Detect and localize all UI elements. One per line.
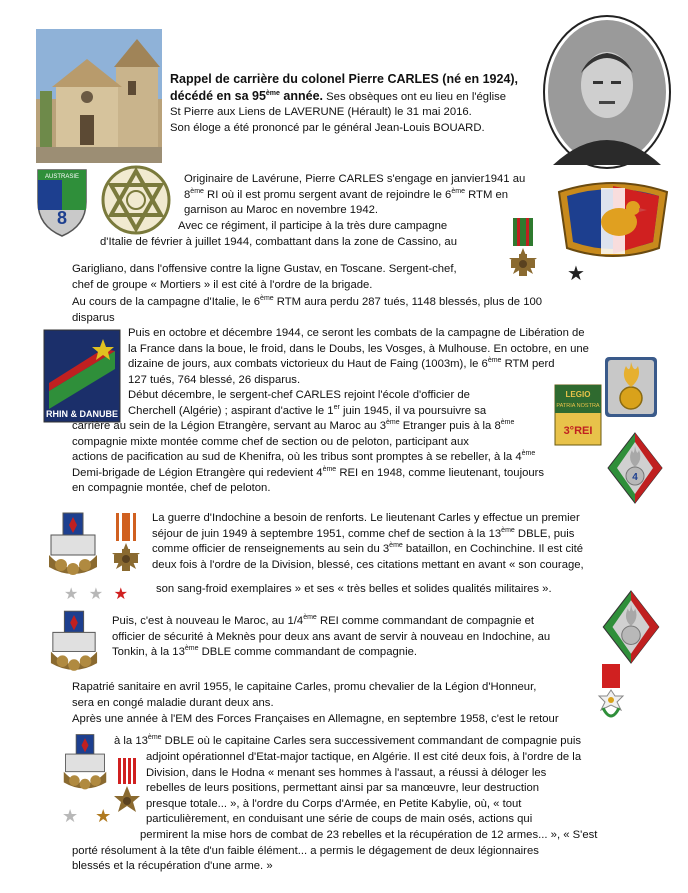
intro-line-3: Son éloge a été prononcé par le général Jean-Louis BOUARD. <box>170 121 485 134</box>
star-red-icon: ★ <box>113 586 128 603</box>
dble-insignia-2 <box>49 609 99 673</box>
dble-insignia-1 <box>47 511 99 577</box>
paragraph-repatriation: Rapatrié sanitaire en avril 1955, le capitaine Carles, promu chevalier de la Légion d'Honneur, sera en congé maladie durant deux ans. <box>72 681 537 709</box>
paragraph-italy-cont: Garigliano, dans l'offensive contre la ligne Gustav, en Toscane. Sergent-chef, chef de groupe « Mortiers » il est cité à l'ordre de la brigade. <box>72 263 457 291</box>
dble-insignia-3 <box>62 731 108 793</box>
title-line-2: décédé en sa 95ème année. <box>170 88 323 103</box>
diamond-grenade-badge-4 <box>607 432 663 504</box>
star-silver-icon: ★ <box>62 806 79 826</box>
title-line-1: Rappel de carrière du colonel Pierre CARLES (né en 1924), <box>170 72 519 86</box>
stars-algeria-icons <box>62 806 111 826</box>
legio-line-2: PATRIA NOSTRA <box>556 403 600 409</box>
paragraph-algeria-cont: adjoint opérationnel d'Etat-major tactique, en Algérie. Il est cité deux fois, à l'ordre de la Division, dans le Hodna « menant ses hommes à l'assaut, a réussi à déloger les rebelles de leurs positions, permettant ainsi par sa manœuvre, leur destruction presque totale... », à l'ordre du Corps d'Armée, en Petite Kabylie, où, « tout particulièrement, en conduisant une série de coups de main osés, actions qui <box>146 751 582 826</box>
rhin-danube-badge <box>43 329 121 423</box>
paragraph-algeria: à la 13ème DBLE où le capitaine Carles sera successivement commandant de compagnie puis <box>114 734 582 747</box>
valeur-militaire-medal <box>112 758 142 820</box>
grenade-number: 4 <box>632 472 638 483</box>
paragraph-losses: Au cours de la campagne d'Italie, le 6ème RTM aura perdu 287 tués, 1148 blessés, plus de 100 disparus <box>72 295 543 324</box>
paragraph-indochina: La guerre d'Indochine a besoin de renforts. Le lieutenant Carles y effectue un premier séjour de juin 1949 à septembre 1951, comme chef de section à la 13ème DBLE, puis comme officier de renseignements au sein du 3ème bataillon, en Cochinchine. Il est cité deux fois à l'ordre de la Division, blessé, ces citations mettant en avant « son courage, <box>152 512 584 571</box>
portrait-photo <box>543 15 671 170</box>
rooster-badge <box>553 178 673 260</box>
paragraph-italy: Avec ce régiment, il participe à la très dure campagne d'Italie de février à juillet 1944, combattant dans la zone de Cassino, au <box>100 220 457 248</box>
grenade-badge <box>604 356 658 418</box>
rhin-danube-label: RHIN & DANUBE <box>46 409 118 419</box>
intro-line-2: St Pierre aux Liens de LAVERUNE (Hérault) le 31 mai 2016. <box>170 106 472 119</box>
paragraph-origins: Originaire de Lavérune, Pierre CARLES s'engage en janvier1941 au 8ème RI où il est promu sergent avant de rejoindre le 6ème RTM en garnison au Maroc en novembre 1942. <box>184 173 526 217</box>
intro-text: Ses obsèques ont eu lieu en l'église <box>323 90 507 103</box>
paragraph-germany: Après une année à l'EM des Forces Françaises en Allemagne, en septembre 1958, c'est le retour <box>72 713 559 725</box>
austrasie-number: 8 <box>56 208 68 228</box>
church-photo <box>36 29 162 163</box>
paragraph-algeria-end: permirent la mise hors de combat de 23 rebelles et la récupération de 12 armes... », « S'est porté résolument à la tête d'un faible élément... a permis le dégagement de deux légionnaires blessés et la récupération d'une arme. » <box>72 829 598 873</box>
toe-croix-medal <box>108 513 144 585</box>
star-silver-icon: ★ <box>64 586 79 603</box>
paragraph-cherchell: Début décembre, le sergent-chef CARLES rejoint l'école d'officier de Cherchell (Algérie) ; aspirant d'active le 1er juin 1945, il va poursuivre sa <box>128 389 487 417</box>
rei-label: 3°REI <box>563 425 593 437</box>
star-black-icon: ★ <box>567 263 585 285</box>
paragraph-legion: carrière au sein de la Légion Etrangère, servant au Maroc au 3ème Etranger puis à la 8ème compagnie mixte montée comme chef de section ou de peloton, participant aux actions de pacification au sud de Khenifra, où les tribus sont promptes à se rebeller, à la 4ème Demi-brigade de Légion Etrangère qui redevient 4ème REI en 1948, comme lieutenant, toujours en compagnie montée, chef de peloton. <box>72 419 545 495</box>
paragraph-indochina-end: son sang-froid exemplaires » et ses « très belles et solides qualités militaires ». <box>156 583 552 595</box>
header-block <box>170 72 540 136</box>
star-bronze-icon: ★ <box>95 806 112 826</box>
paragraph-liberation: Puis en octobre et décembre 1944, ce seront les combats de la campagne de Libération de la France dans la boue, le froid, dans le Doubs, les Vosges, à Mulhouse. En octobre, en une dizaine de jours, aux combats victorieux du Haut de Faing (1003m), le 6ème RTM perd 127 tués, 764 blessé, 26 disparus. <box>128 327 589 386</box>
stars-citation-icons <box>64 586 128 604</box>
austrasie-label: AUSTRASIE <box>44 174 80 180</box>
star-silver-icon: ★ <box>88 586 104 603</box>
diamond-grenade-badge <box>602 590 660 664</box>
paragraph-meknes: Puis, c'est à nouveau le Maroc, au 1/4ème REI comme commandant de compagnie et officier de sécurité à Meknès pour deux ans avant de servir à nouveau en Indochine, au Tonkin, à la 13ème DBLE comme commandant de compagnie. <box>112 614 551 659</box>
legio-line-1: LEGIO <box>565 390 591 399</box>
austrasie-badge <box>36 168 88 238</box>
